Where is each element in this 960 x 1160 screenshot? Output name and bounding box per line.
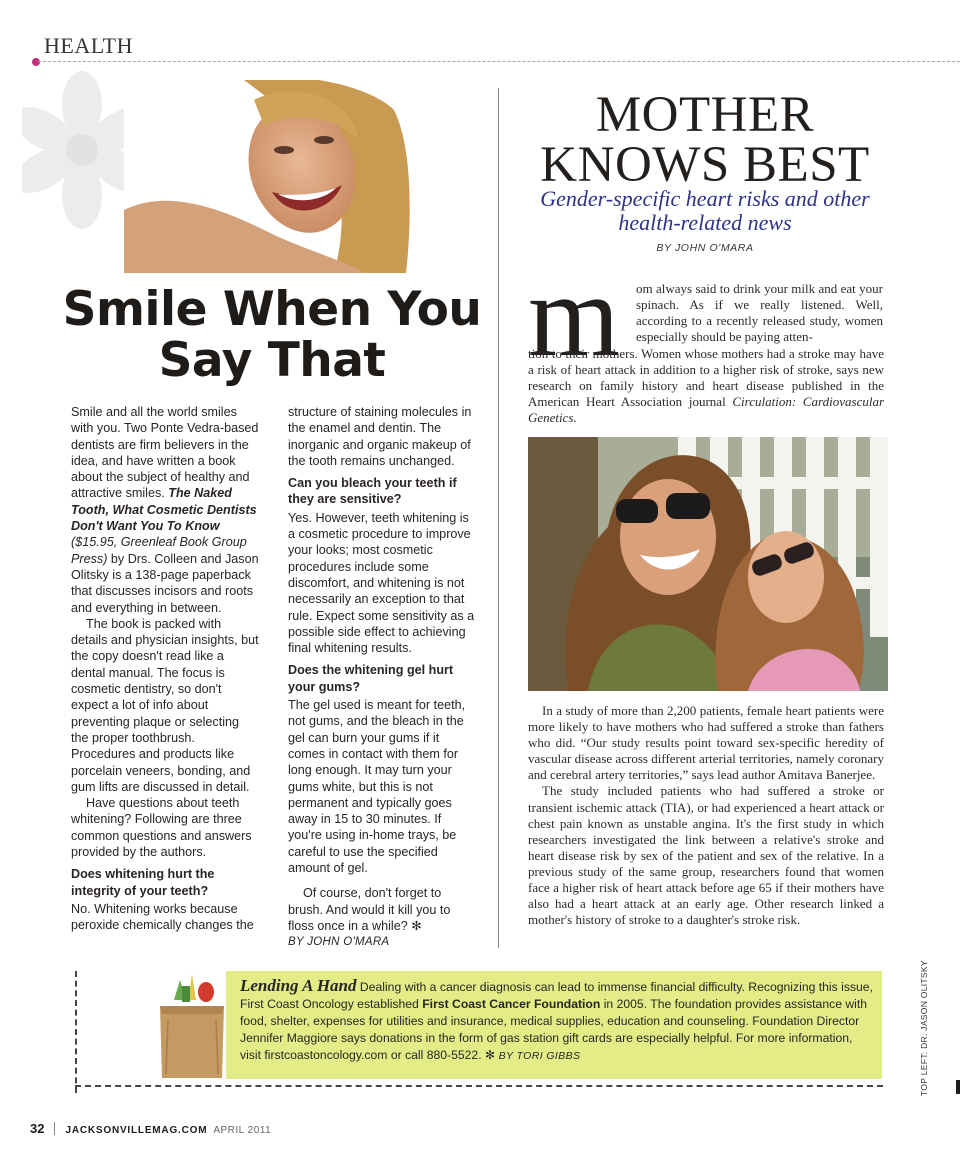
answer-1: No. Whitening works because peroxide chemically changes the [71, 901, 254, 933]
footer-date: APRIL 2011 [213, 1125, 272, 1136]
question-2: Can you bleach your teeth if they are sensitive? [288, 476, 457, 507]
sidebar-byline: BY TORI GIBBS [498, 1050, 581, 1063]
smile-paragraph-1: Smile and all the world smiles with you. Two Ponte Vedra-based dentists are firm believers in the idea, and have written a book about the subject of healthy and attractive smiles. The Naked Tooth, What Cosmetic Dentists Don't Want You To Know ($15.95, Greenleaf Book Group Press) by Drs. Colleen and Jason Olitsky is a 138-page paperback that discusses incisors and roots and everything in between. [71, 405, 259, 615]
footer-site: JACKSONVILLEMAG.COM [65, 1125, 208, 1136]
sidebar-dashed-left [75, 971, 77, 1093]
column-divider [498, 88, 499, 948]
mother-byline: BY JOHN O'MARA [656, 242, 754, 254]
sidebar-dashed-bottom [75, 1085, 883, 1087]
grocery-bag-image [152, 970, 232, 1082]
book-info: ($15.95, Greenleaf Book Group Press) [71, 535, 247, 566]
answer-3: The gel used is meant for teeth, not gums, and the bleach in the gel can burn your gums if it comes in contact with them for long enough. It may turn your gums white, but this is not permanent and typically goes away in 15 to 30 minutes. If you're using in-home trays, be careful to use the specified amount of gel. [288, 698, 466, 876]
book-title: The Naked Tooth, What Cosmetic Dentists Don't Want You To Know [71, 486, 257, 534]
section-label: HEALTH [44, 33, 133, 58]
end-mark-icon: ✻ [485, 1048, 496, 1063]
smile-headline [60, 284, 484, 386]
mother-daughter-photo [528, 437, 888, 691]
page-footer [30, 1121, 271, 1136]
mother-lead-top: om always said to drink your milk and eat your spinach. As if we really listened. Well, according to a recently released study, women especially should be paying atten- [636, 281, 883, 345]
mother-headline-line2: KNOWS BEST [540, 137, 870, 193]
answer-1-continued: structure of staining molecules in the enamel and dentin. The inorganic and organic makeup of the tooth remains unchanged. [288, 405, 472, 468]
sidebar-text: Lending A Hand Dealing with a cancer diagnosis can lead to immense financial difficulty. Recognizing this issue, First Coast Oncology established First Coast Cancer Foundation in 2005. The foundation provides assistance with food, shelter, expenses for utilities and insurance, medical supplies, education and counseling. Foundation Director Jennifer Maggiore says donations in the form of gas station gift cards are especially helpful. For more information, visit firstcoastoncology.com or call 880-5522. ✻ BY TORI GIBBS [240, 976, 873, 1063]
rule-dot [32, 58, 40, 66]
smile-headline-line1: Smile When You [62, 282, 482, 337]
mother-headline-line1: MOTHER [595, 87, 815, 143]
mother-body [528, 703, 884, 928]
foundation-name: First Coast Cancer Foundation [422, 997, 601, 1012]
top-dashed-rule [38, 61, 960, 62]
mother-deck: Gender-specific heart risks and other health-related news [540, 186, 870, 235]
smile-paragraph-2: The book is packed with details and physician insights, but the copy doesn't read like a dental manual. The focus is cosmetic dentistry, so don't expect a lot of info about preventing plaque or selecting the proper toothbrush. Procedures and products like porcelain veneers, bonding, and gum lifts are discussed in detail. [71, 616, 259, 794]
smile-column-1 [71, 404, 259, 934]
journal-name: Circulation: Cardiovascular Genetics. [528, 394, 885, 426]
footer-divider [54, 1122, 55, 1135]
answer-2: Yes. However, teeth whitening is a cosmetic procedure to improve your looks; most cosmetic procedures include some discomfort, and whitening is not necessarily an exception to that rule. Expect some sensitivity as a possible side effect to achieving final whitening results. [288, 510, 475, 656]
page-number: 32 [30, 1121, 45, 1136]
mother-paragraph-2: In a study of more than 2,200 patients, female heart patients were more likely to have mothers who had suffered a stroke than fathers who did. “Our study results point toward sex-specific heredity of vascular disease across different arterial territories, namely coronary and cerebral artery territories,” says lead author Amitava Banerjee. [528, 703, 884, 783]
mother-lead-bottom: tion to their mothers. Women whose mothers had a stroke may have a risk of heart attack in addition to a higher risk of stroke, says new research on family history and heart disease published in the American Heart Association journal Circulation: Cardiovascular Genetics. [528, 346, 885, 426]
smile-column-2 [288, 404, 478, 951]
smile-headline-line2: Say That [158, 333, 386, 388]
mother-paragraph-3: The study included patients who had suffered a stroke or transient ischemic attack (TIA), or had experienced a heart attack or chest pain known as unstable angina. It's the first study in which researchers investigated the link between a relative's stroke and heart disease risk by sex of the patient and sex of the relative. In a previous study of the same group, researchers found that women face a higher risk of heart attack before age 65 if their mothers have also had a heart attack at an early age. Other research linked a mother's history of stroke to a daughter's stroke risk. [528, 783, 884, 928]
question-1: Does whitening hurt the integrity of your teeth? [71, 867, 215, 898]
smiling-woman-photo [124, 80, 411, 273]
question-3: Does the whitening gel hurt your gums? [288, 663, 454, 694]
sidebar-title: Lending A Hand [240, 976, 357, 995]
smile-byline: BY JOHN O'MARA [288, 936, 390, 949]
smile-paragraph-3: Have questions about teeth whitening? Following are three common questions and answers provided by the authors. [71, 796, 252, 860]
photo-credit: TOP LEFT: DR. JASON OLITSKY [919, 960, 929, 1096]
mother-headline [520, 87, 890, 193]
lending-a-hand-box [72, 968, 886, 1096]
drop-cap: m [528, 250, 620, 381]
page-edge-mark [956, 1080, 960, 1094]
closing-paragraph: Of course, don't forget to brush. And would it kill you to floss once in a while? ✻ [288, 886, 451, 933]
